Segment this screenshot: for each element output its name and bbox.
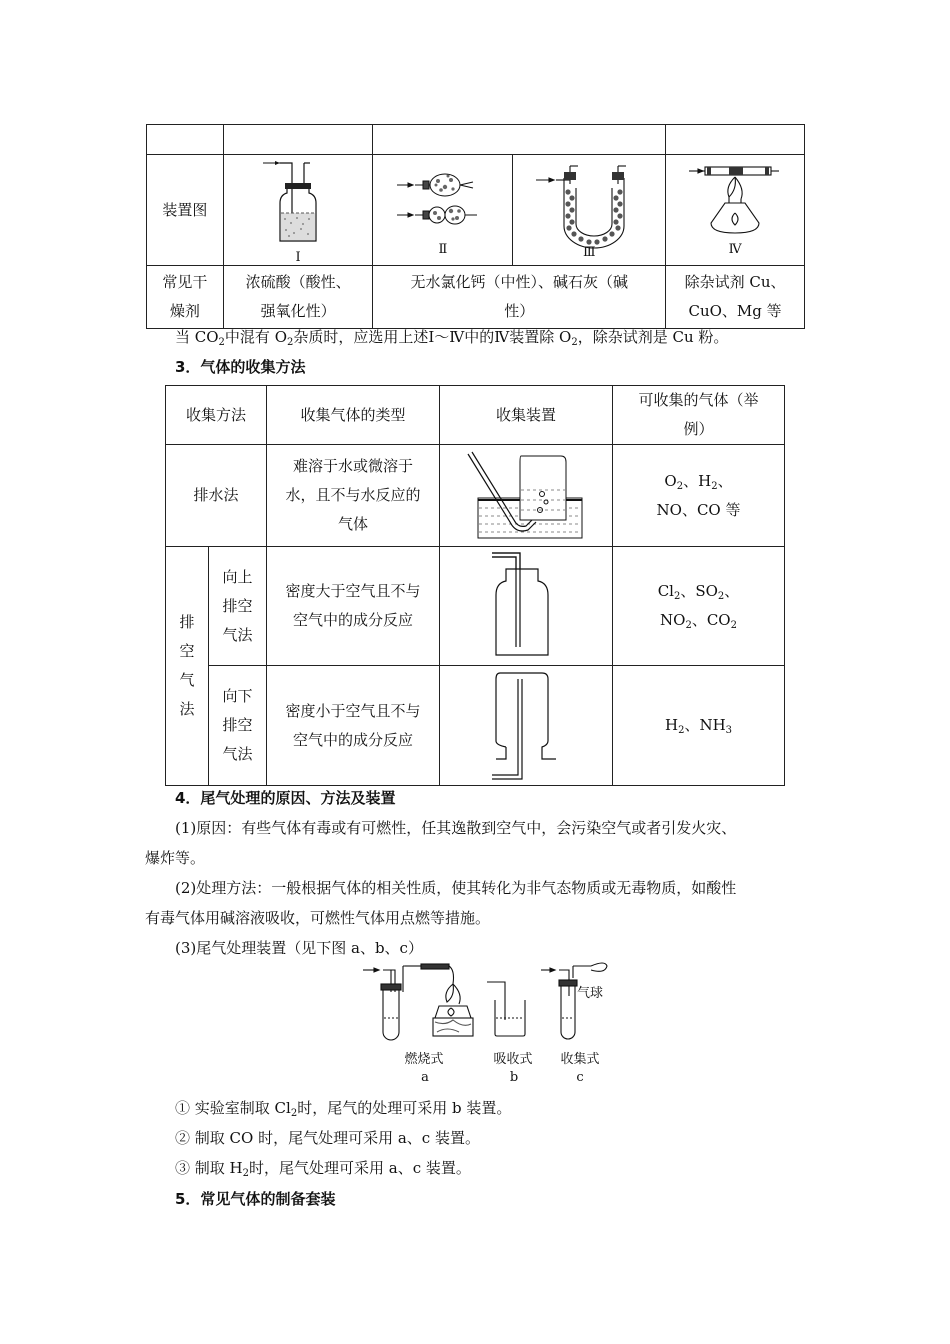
text-line: 除杂试剂 Cu、 (684, 273, 786, 291)
text-line: 性） (504, 302, 535, 320)
section-5-title: 5．常见气体的制备套装 (175, 1190, 336, 1208)
text-line: 气法 (222, 625, 253, 644)
text: 、NH (684, 716, 726, 734)
subscript: 3 (725, 725, 733, 736)
text: ③ 制取 H (175, 1159, 243, 1177)
char: 排 (179, 613, 195, 631)
drying-tube-diagram (393, 163, 493, 247)
gases-line (613, 577, 784, 606)
subscript: 2 (711, 480, 718, 492)
text: 时，尾气的处理可采用 b 装置。 (297, 1099, 512, 1117)
text: NO (660, 611, 686, 629)
reason-paragraph-cont: 爆炸等。 (145, 849, 206, 867)
text: 、 (724, 582, 740, 600)
char: 法 (179, 700, 195, 718)
caption-a: 燃烧式 (404, 1052, 444, 1067)
section-3-title: 3．气体的收集方法 (175, 358, 306, 376)
device-water (440, 445, 613, 547)
text-line: 向上 (222, 567, 253, 586)
text-line: 强氧化性） (260, 302, 336, 320)
text: 、H (683, 471, 712, 490)
method-paragraph: (2)处理方法：一般根据气体的相关性质，使其转化为非气态物质或无毒物质，如酸性 (175, 879, 737, 897)
note-paragraph (145, 322, 807, 352)
text: 、CO (691, 611, 731, 629)
item-2 (145, 1123, 807, 1153)
method-downward (209, 666, 267, 786)
header-type: 收集气体的类型 (267, 386, 440, 445)
text-line: 排空 (222, 716, 253, 734)
gases-upward (613, 547, 785, 666)
dryer-row-label (147, 266, 224, 329)
method-upward (209, 547, 267, 666)
subscript: 2 (242, 1168, 249, 1179)
type-downward (267, 666, 440, 786)
item-1 (145, 1093, 807, 1123)
caption-c: 收集式 (560, 1052, 600, 1067)
downward-air-displacement-diagram (486, 669, 566, 783)
text: 中混有 O (224, 328, 287, 346)
device-i-cell (223, 155, 373, 266)
gases-downward (613, 666, 785, 786)
text-line: 可收集的气体（举 (638, 391, 759, 409)
text: O (664, 471, 677, 490)
text-line: 例） (683, 420, 714, 438)
subscript: 2 (218, 337, 225, 348)
text-line: 向下 (222, 687, 253, 705)
text: 时，尾气处理可采用 a、c 装置。 (249, 1159, 471, 1177)
text-line: 空气中的成分反应 (292, 611, 413, 629)
text-line: 空气中的成分反应 (292, 730, 413, 749)
char: 空 (179, 642, 195, 660)
caption-b: 吸收式 (493, 1052, 533, 1067)
subscript: 2 (290, 1108, 298, 1119)
device-label: Ⅳ (728, 242, 742, 257)
letter-c: c (576, 1070, 584, 1085)
gases-line (613, 467, 784, 496)
text: 、 (717, 471, 733, 490)
gases-line: NO、CO 等 (656, 500, 741, 519)
empty-cell (223, 125, 373, 155)
text-line: 密度大于空气且不与 (285, 582, 421, 600)
dryer-ii-iii (373, 266, 666, 329)
type-upward (267, 547, 440, 666)
subscript: 2 (676, 480, 684, 492)
dryer-table (146, 124, 805, 329)
device-upward (440, 547, 613, 666)
device-ii-cell (373, 155, 513, 266)
balloon-label: 气球 (577, 986, 604, 1001)
device-row-label: 装置图 (147, 155, 224, 266)
device-label: Ⅱ (438, 242, 448, 257)
device-downward (440, 666, 613, 786)
text-line: CuO、Mg 等 (688, 302, 782, 320)
subscript: 2 (287, 337, 294, 348)
letter-a: a (421, 1070, 429, 1085)
subscript: 2 (730, 620, 737, 631)
device-label: Ⅰ (295, 250, 301, 265)
section-4-title: 4．尾气处理的原因、方法及装置 (175, 789, 396, 807)
collection-table (165, 385, 785, 786)
gases-water (613, 445, 785, 547)
reason-paragraph (145, 813, 807, 843)
text-line: (1)原因：有些气体有毒或有可燃性，任其逸散到空气中，会污染空气或者引发火灾、 (175, 819, 737, 837)
text: 、SO (680, 582, 718, 600)
text-line: 浓硫酸（酸性、 (245, 273, 351, 291)
gases-line (613, 711, 784, 740)
empty-cell (147, 125, 224, 155)
subscript: 2 (678, 725, 685, 736)
text: ② 制取 CO 时，尾气处理可采用 a、c 装置。 (175, 1129, 480, 1147)
empty-cell (373, 125, 666, 155)
device-label: Ⅲ (582, 245, 596, 260)
gases-line (613, 606, 784, 635)
text: 当 CO (175, 328, 219, 346)
header-device: 收集装置 (440, 386, 613, 445)
empty-cell (666, 125, 805, 155)
tail-gas-figure (355, 962, 615, 1087)
upward-air-displacement-diagram (486, 549, 566, 663)
method-water: 排水法 (166, 445, 267, 547)
text-line: 难溶于水或微溶于 (292, 457, 413, 475)
type-water (267, 445, 440, 547)
text-line: 气法 (222, 745, 253, 763)
tail-gas-devices-diagram (355, 962, 615, 1044)
header-gases (613, 386, 785, 445)
text-line: 水，且不与水反应的 (285, 486, 421, 504)
text-line: 无水氯化钙（中性）、碱石灰（碱 (410, 273, 629, 291)
subscript: 2 (571, 337, 578, 348)
dryer-iv (666, 266, 805, 329)
u-tube-diagram (534, 160, 644, 254)
text: 杂质时，应选用上述Ⅰ～Ⅳ中的Ⅳ装置除 O (293, 328, 572, 346)
method-paragraph-cont: 有毒气体用碱溶液吸收，可燃性气体用点燃等措施。 (145, 909, 491, 927)
subscript: 2 (685, 620, 692, 631)
text-line: 排空 (222, 596, 253, 615)
text: ，除杂试剂是 Cu 粉。 (577, 328, 729, 346)
dryer-i (223, 266, 373, 329)
text-line: 密度小于空气且不与 (285, 701, 421, 720)
device-intro: (3)尾气处理装置（见下图 a、b、c） (175, 939, 423, 957)
char: 气 (179, 671, 195, 689)
text: H (664, 716, 679, 734)
subscript: 2 (673, 591, 681, 602)
water-displacement-diagram (466, 450, 586, 542)
text-line: 气体 (337, 515, 368, 533)
header-method: 收集方法 (166, 386, 267, 445)
air-group-label (166, 547, 209, 786)
label-line: 常见干 (162, 273, 208, 291)
subscript: 2 (717, 591, 725, 602)
item-3 (145, 1153, 807, 1183)
label-line: 燥剂 (169, 302, 200, 320)
text: Cl (657, 582, 674, 600)
gas-washing-bottle-diagram (258, 155, 338, 255)
heated-tube-diagram (685, 163, 785, 247)
letter-b: b (509, 1070, 519, 1085)
device-iv-cell (666, 155, 805, 266)
text: ① 实验室制取 Cl (175, 1099, 291, 1117)
device-iii-cell (513, 155, 666, 266)
